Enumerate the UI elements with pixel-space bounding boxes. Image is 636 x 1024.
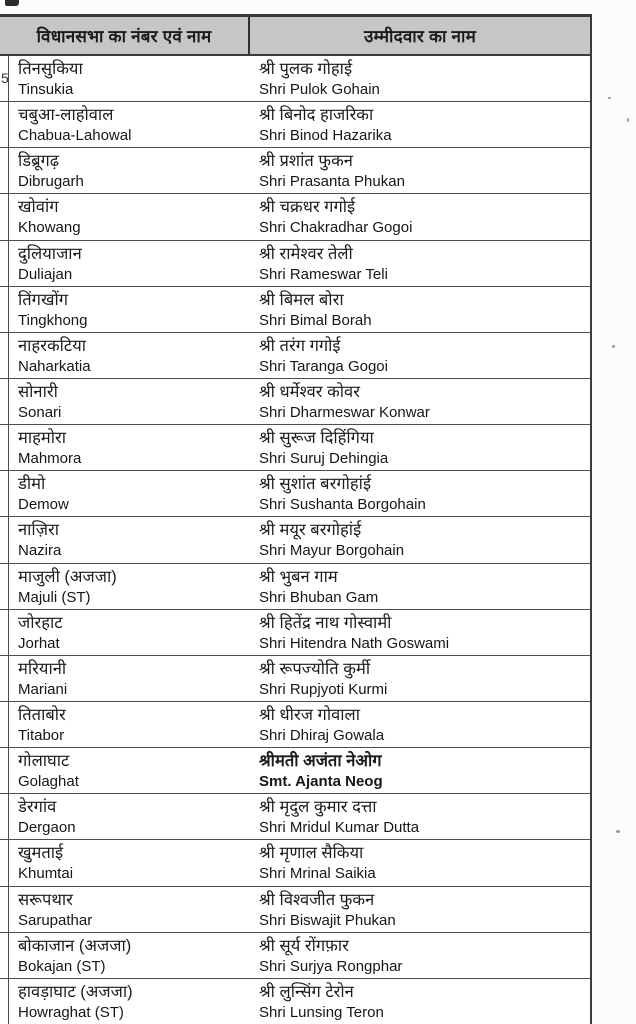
serial-cell-cropped [0,979,9,1024]
constituency-name-english: Khowang [18,219,81,237]
candidate-name-english: Shri Dhiraj Gowala [259,726,385,744]
constituency-cell [9,564,250,609]
constituency-name-hindi: जोरहाट [18,613,63,632]
constituency-cell [9,840,250,885]
constituency-name-hindi: नाज़िरा [18,521,59,540]
candidate-table [0,14,592,1024]
table-row [0,148,590,194]
candidate-name-hindi: श्री पुलक गोहाई [259,60,353,78]
serial-cell-cropped [0,425,9,470]
candidate-name-english: Shri Prasanta Phukan [259,173,405,191]
serial-cell-cropped [0,656,9,701]
constituency-name-english: Mahmora [18,450,82,468]
header-constituency-column: विधानसभा का नंबर एवं नाम [0,17,250,54]
constituency-name-hindi: डेरगांव [18,798,57,817]
candidate-name-english: Shri Mrinal Saikia [259,865,376,883]
candidate-name-hindi: श्री मृदुल कुमार दत्ता [259,798,377,817]
candidate-name-english: Shri Mridul Kumar Dutta [259,819,420,837]
candidate-cell [250,979,590,1024]
table-row [0,656,590,702]
serial-cell-cropped [0,702,9,747]
scan-artifact [5,0,19,6]
serial-cell-cropped [0,610,9,655]
constituency-name-hindi: खुमताई [18,844,64,863]
scan-speck [616,830,620,833]
serial-cell-cropped [0,794,9,839]
constituency-cell [9,148,250,193]
serial-cell-cropped [0,933,9,978]
scan-speck [608,97,611,99]
constituency-name-english: Titabor [18,726,65,744]
serial-cell-cropped [0,748,9,793]
constituency-name-english: Khumtai [18,865,74,883]
candidate-cell [250,241,590,286]
candidate-name-hindi: श्री मृणाल सैकिया [259,844,364,863]
table-row [0,333,590,379]
candidate-cell [250,564,590,609]
constituency-cell [9,933,250,978]
constituency-name-hindi: सरूपथार [18,890,73,909]
candidate-name-hindi: श्री मयूर बरगोहांई [259,521,362,540]
candidate-name-hindi: श्री सुरूज दिहिंगिया [259,429,374,448]
constituency-name-english: Naharkatia [18,357,91,375]
candidate-name-hindi: श्री बिनोद हाजरिका [259,106,374,125]
constituency-name-english: Bokajan (ST) [18,957,106,975]
constituency-name-english: Tingkhong [18,311,88,329]
candidate-cell [250,887,590,932]
candidate-name-english: Shri Bimal Borah [259,311,372,329]
constituency-name-english: Mariani [18,680,68,698]
candidate-cell [250,471,590,516]
constituency-name-english: Demow [18,496,69,514]
serial-cell-cropped [0,517,9,562]
candidate-cell [250,333,590,378]
constituency-cell [9,56,250,101]
candidate-name-hindi: श्री विश्वजीत फुकन [259,890,375,909]
constituency-cell [9,425,250,470]
constituency-name-hindi: चबुआ-लाहोवाल [18,106,114,125]
table-row [0,610,590,656]
cropped-serial-number-fragment: 5 [1,70,9,86]
constituency-name-english: Chabua-Lahowal [18,127,132,145]
constituency-name-hindi: बोकाजान (अजजा) [18,936,132,955]
candidate-name-english: Shri Lunsing Teron [259,1003,384,1021]
constituency-name-english: Dibrugarh [18,173,84,191]
candidate-name-english: Shri Biswajit Phukan [259,911,396,929]
constituency-name-hindi: सोनारी [18,382,58,401]
candidate-name-english: Shri Taranga Gogoi [259,357,388,375]
constituency-name-hindi: दुलियाजान [18,244,82,263]
serial-cell-cropped [0,887,9,932]
table-row [0,379,590,425]
table-row [0,425,590,471]
constituency-name-english: Duliajan [18,265,73,283]
candidate-cell [250,56,590,101]
serial-cell-cropped [0,471,9,516]
candidate-name-hindi: श्रीमती अजंता नेओग [259,752,382,771]
constituency-cell [9,610,250,655]
candidate-name-english: Shri Dharmeswar Konwar [259,403,430,421]
constituency-cell [9,333,250,378]
constituency-name-hindi: तिंगखोंग [18,290,69,309]
table-row [0,840,590,886]
constituency-cell [9,794,250,839]
table-row [0,471,590,517]
constituency-cell [9,471,250,516]
candidate-name-hindi: श्री सुशांत बरगोहांई [259,475,372,494]
constituency-name-hindi: माहमोरा [18,429,67,448]
constituency-name-hindi: माजुली (अजजा) [18,567,117,586]
candidate-name-english: Smt. Ajanta Neog [259,773,383,791]
table-body [0,56,590,1024]
candidate-name-english: Shri Pulok Gohain [259,81,380,98]
candidate-cell [250,379,590,424]
table-row [0,748,590,794]
constituency-name-hindi: तिताबोर [18,705,66,724]
candidate-cell [250,102,590,147]
scan-speck [612,345,615,348]
header-candidate-column: उम्मीदवार का नाम [364,27,476,46]
table-row [0,794,590,840]
serial-cell-cropped [0,840,9,885]
candidate-cell [250,748,590,793]
candidate-name-hindi: श्री धर्मेश्वर कोवर [259,382,360,401]
table-row [0,194,590,240]
serial-cell-cropped [0,148,9,193]
constituency-name-english: Golaghat [18,773,79,791]
constituency-name-hindi: डीमो [18,475,46,494]
candidate-cell [250,517,590,562]
candidate-name-english: Shri Rupjyoti Kurmi [259,680,388,698]
candidate-name-english: Shri Chakradhar Gogoi [259,219,413,237]
candidate-name-english: Shri Binod Hazarika [259,127,392,145]
candidate-cell [250,840,590,885]
candidate-cell [250,610,590,655]
serial-cell-cropped [0,194,9,239]
constituency-cell [9,102,250,147]
candidate-name-english: Shri Suruj Dehingia [259,450,389,468]
candidate-cell [250,194,590,239]
table-row [0,887,590,933]
table-row [0,702,590,748]
constituency-name-english: Jorhat [18,634,60,652]
constituency-name-hindi: मरियानी [18,659,67,678]
constituency-cell [9,979,250,1024]
scan-speck [627,118,629,122]
constituency-name-hindi: खोवांग [18,198,59,217]
table-row [0,517,590,563]
constituency-name-english: Nazira [18,542,62,560]
constituency-name-hindi: डिब्रूगढ़ [18,152,60,171]
constituency-cell [9,887,250,932]
constituency-name-hindi: नाहरकटिया [18,336,87,355]
serial-cell-cropped [0,564,9,609]
candidate-name-hindi: श्री लुन्सिंग टेरोन [259,982,354,1001]
constituency-cell [9,194,250,239]
constituency-name-english: Dergaon [18,819,76,837]
candidate-name-hindi: श्री रूपज्योति कुर्मी [259,659,371,678]
serial-cell-cropped [0,379,9,424]
candidate-name-hindi: श्री चक्रधर गगोई [259,198,356,217]
candidate-name-hindi: श्री धीरज गोवाला [259,705,361,724]
table-row [0,56,590,102]
table-row [0,102,590,148]
serial-cell-cropped [0,241,9,286]
constituency-name-english: Sarupathar [18,911,93,929]
candidate-cell [250,656,590,701]
candidate-name-english: Shri Bhuban Gam [259,588,379,606]
candidate-name-hindi: श्री तरंग गगोई [259,336,341,355]
candidate-name-english: Shri Mayur Borgohain [259,542,405,560]
candidate-cell [250,287,590,332]
candidate-cell [250,702,590,747]
candidate-cell [250,148,590,193]
table-row [0,933,590,979]
candidate-name-hindi: श्री बिमल बोरा [259,290,344,309]
table-row [0,564,590,610]
constituency-cell [9,748,250,793]
candidate-name-hindi: श्री हितेंद्र नाथ गोस्वामी [259,613,392,632]
candidate-cell [250,794,590,839]
serial-cell-cropped [0,102,9,147]
candidate-name-english: Shri Hitendra Nath Goswami [259,634,450,652]
constituency-cell [9,517,250,562]
table-row [0,241,590,287]
constituency-name-hindi: गोलाघाट [18,752,70,771]
candidate-name-english: Shri Sushanta Borgohain [259,496,426,514]
constituency-name-hindi: तिनसुकिया [18,60,83,78]
constituency-name-english: Tinsukia [18,81,74,98]
constituency-cell [9,702,250,747]
candidate-cell [250,425,590,470]
constituency-cell [9,656,250,701]
candidate-name-hindi: श्री सूर्य रोंगफ़ार [259,936,349,955]
constituency-name-hindi: हावड़ाघाट (अजजा) [18,982,133,1001]
candidate-name-english: Shri Rameswar Teli [259,265,388,283]
constituency-name-english: Howraghat (ST) [18,1003,124,1021]
serial-cell-cropped [0,287,9,332]
table-row [0,287,590,333]
candidate-cell [250,933,590,978]
candidate-name-english: Shri Surjya Rongphar [259,957,403,975]
constituency-cell [9,287,250,332]
table-header-row [0,17,590,56]
serial-cell-cropped [0,333,9,378]
constituency-name-english: Sonari [18,403,62,421]
candidate-name-hindi: श्री प्रशांत फुकन [259,152,353,171]
candidate-name-hindi: श्री भुबन गाम [259,567,338,586]
candidate-name-hindi: श्री रामेश्वर तेली [259,244,353,263]
constituency-cell [9,379,250,424]
table-row [0,979,590,1024]
constituency-name-english: Majuli (ST) [18,588,91,606]
constituency-cell [9,241,250,286]
